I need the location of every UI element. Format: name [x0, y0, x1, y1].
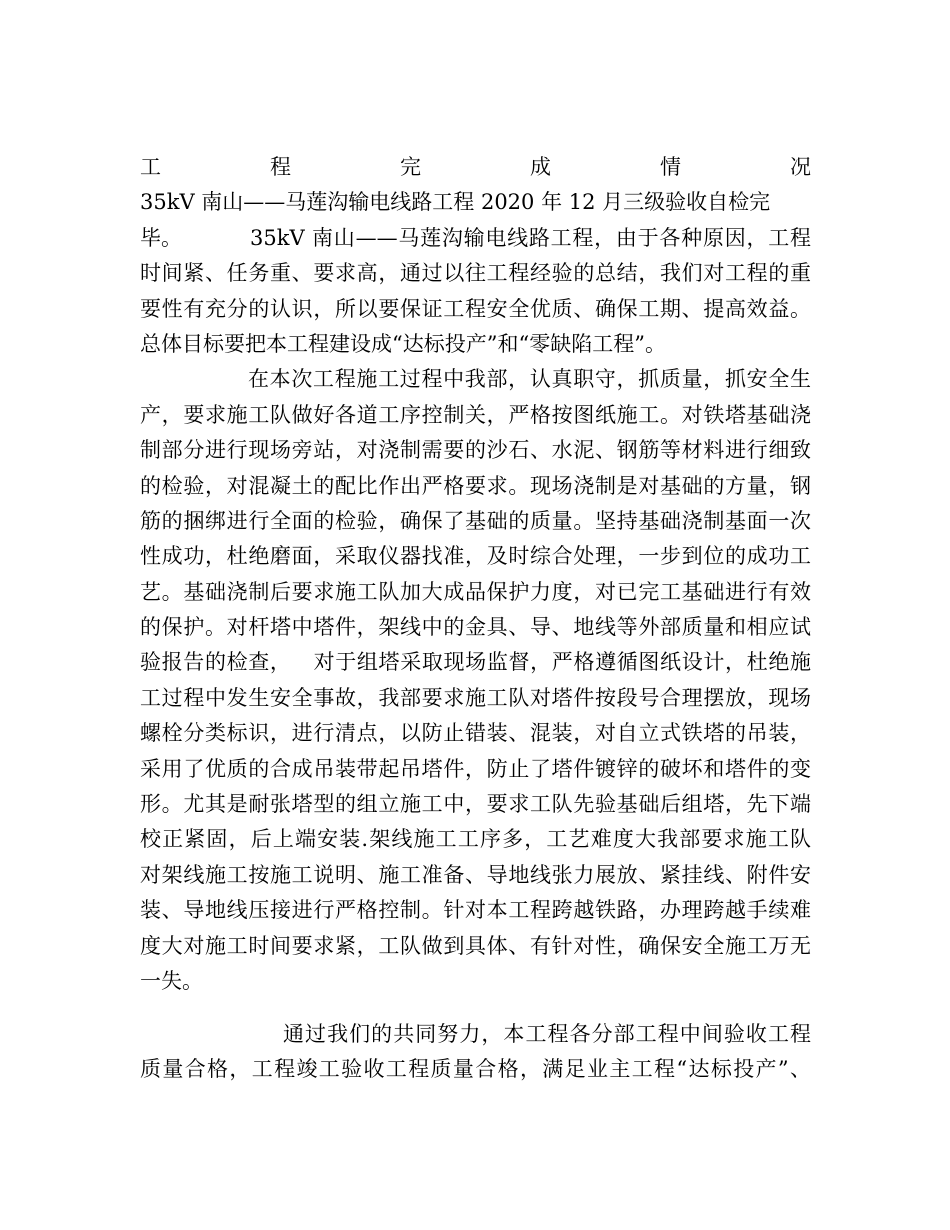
- paragraph-line: 性成功，杜绝磨面，采取仪器找准，及时综合处理，一步到位的成功工: [140, 544, 811, 569]
- paragraph-line: 度大对施工时间要求紧，工队做到具体、有针对性，确保安全施工万无: [140, 933, 811, 958]
- paragraph-line: 形。尤其是耐张塔型的组立施工中，要求工队先验基础后组塔，先下端: [140, 792, 811, 817]
- paragraph-line: 筋的捆绑进行全面的检验，确保了基础的质量。坚持基础浇制基面一次: [140, 508, 811, 533]
- document-body: [140, 150, 811, 1088]
- paragraph-construction-process: [140, 362, 811, 999]
- paragraph-line: 对架线施工按施工说明、施工准备、导地线张力展放、紧挂线、附件安: [140, 862, 811, 887]
- document-title: 工程完成情况: [140, 155, 811, 179]
- paragraph-line: 工过程中发生安全事故，我部要求施工队对塔件按段号合理摆放，现场: [140, 685, 811, 710]
- paragraph-line: 质量合格，工程竣工验收工程质量合格，满足业主工程“达标投产”、: [140, 1057, 811, 1082]
- paragraph-line: 通过我们的共同努力，本工程各分部工程中间验收工程: [283, 1022, 811, 1047]
- paragraph-project-goals: [140, 221, 811, 363]
- completion-summary: 35kV 南山——马莲沟输电线路工程 2020 年 12 月三级验收自检完毕。: [140, 190, 771, 250]
- paragraph-line: 的保护。对杆塔中塔件，架线中的金具、导、地线等外部质量和相应试: [140, 615, 811, 640]
- paragraph-line: 要性有充分的认识，所以要保证工程安全优质、确保工期、提高效益。: [140, 296, 811, 321]
- paragraph-line: 一失。: [140, 968, 203, 993]
- paragraph-line: 采用了优质的合成吊装带起吊塔件，防止了塔件镀锌的破坏和塔件的变: [140, 756, 811, 781]
- paragraph-line: 35kV 南山——马莲沟输电线路工程，由于各种原因，工程: [250, 225, 811, 250]
- paragraph-line: 制部分进行现场旁站，对浇制需要的沙石、水泥、钢筋等材料进行细致: [140, 438, 811, 463]
- paragraph-line: 螺栓分类标识，进行清点，以防止错装、混装，对自立式铁塔的吊装，: [140, 721, 811, 746]
- paragraph-line: 总体目标要把本工程建设成“达标投产”和“零缺陷工程”。: [140, 331, 666, 356]
- paragraph-acceptance-result: [140, 1017, 811, 1088]
- paragraph-line: 的检验，对混凝土的配比作出严格要求。现场浇制是对基础的方量，钢: [140, 473, 811, 498]
- paragraph-line: 校正紧固，后上端安装.架线施工工序多，工艺难度大我部要求施工队: [140, 827, 811, 852]
- paragraph-line: 验报告的检查， 对于组塔采取现场监督，严格遵循图纸设计，杜绝施: [140, 650, 811, 675]
- paragraph-line: 在本次工程施工过程中我部，认真职守，抓质量，抓安全生: [248, 367, 811, 392]
- paragraph-line: 艺。基础浇制后要求施工队加大成品保护力度，对已完工基础进行有效: [140, 579, 811, 604]
- paragraph-line: 产，要求施工队做好各道工序控制关，严格按图纸施工。对铁塔基础浇: [140, 402, 811, 427]
- paragraph-line: 装、导地线压接进行严格控制。针对本工程跨越铁路，办理跨越手续难: [140, 898, 811, 923]
- paragraph-line: 时间紧、任务重、要求高，通过以往工程经验的总结，我们对工程的重: [140, 261, 811, 286]
